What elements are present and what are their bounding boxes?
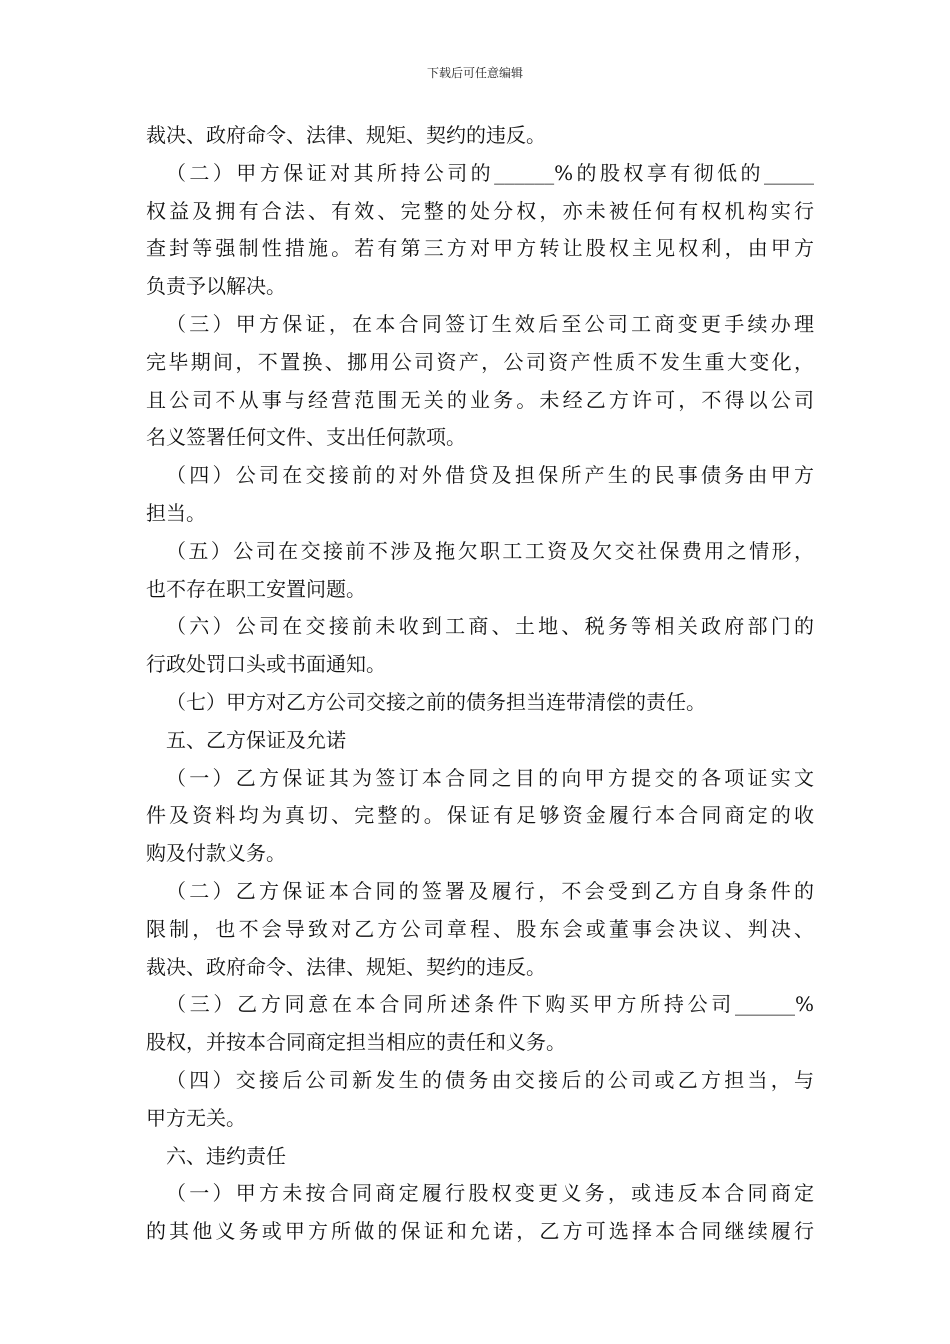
document-body <box>146 117 814 1251</box>
body-text-line: （五）公司在交接前不涉及拖欠职工工资及欠交社保费用之情形， <box>166 538 814 563</box>
body-text-line: 名义签署任何文件、支出任何款项。 <box>146 425 466 450</box>
body-text-line: 完毕期间，不置换、挪用公司资产，公司资产性质不发生重大变化， <box>146 349 814 374</box>
body-text-line: （六）公司在交接前未收到工商、土地、税务等相关政府部门的 <box>166 614 814 639</box>
body-text-line: 裁决、政府命令、法律、规矩、契约的违反。 <box>146 954 546 979</box>
body-text-line: 购及付款义务。 <box>146 841 286 866</box>
body-text-line: （三）乙方同意在本合同所述条件下购买甲方所持公司______% <box>166 992 814 1017</box>
body-text-line: 甲方无关。 <box>146 1105 246 1130</box>
body-text-line: （三）甲方保证，在本合同签订生效后至公司工商变更手续办理 <box>166 311 814 336</box>
body-text-line: 裁决、政府命令、法律、规矩、契约的违反。 <box>146 123 546 147</box>
body-text-line: 件及资料均为真切、完整的。保证有足够资金履行本合同商定的收 <box>146 803 814 828</box>
body-text-line: （一）甲方未按合同商定履行股权变更义务，或违反本合同商定 <box>166 1181 814 1206</box>
body-text-line: 六、违约责任 <box>166 1143 286 1168</box>
body-text-line: 担当。 <box>146 500 206 525</box>
body-text-line: 负责予以解决。 <box>146 274 286 299</box>
body-text-line: 股权，并按本合同商定担当相应的责任和义务。 <box>146 1030 566 1055</box>
body-text-line: （四）公司在交接前的对外借贷及担保所产生的民事债务由甲方 <box>166 463 814 488</box>
body-text-line: （七）甲方对乙方公司交接之前的债务担当连带清偿的责任。 <box>166 689 706 714</box>
body-text-line: 的其他义务或甲方所做的保证和允诺，乙方可选择本合同继续履行 <box>146 1219 814 1244</box>
body-text-line: 且公司不从事与经营范围无关的业务。未经乙方许可，不得以公司 <box>146 387 814 412</box>
body-text-line: 行政处罚口头或书面通知。 <box>146 652 386 677</box>
body-text-line: （一）乙方保证其为签订本合同之目的向甲方提交的各项证实文 <box>166 765 814 790</box>
body-text-line: 五、乙方保证及允诺 <box>166 727 346 752</box>
body-text-line: 查封等强制性措施。若有第三方对甲方转让股权主见权利，由甲方 <box>146 236 814 261</box>
body-text-line: （四）交接后公司新发生的债务由交接后的公司或乙方担当，与 <box>166 1067 814 1092</box>
page-header-note: 下载后可任意编辑 <box>426 66 523 80</box>
body-text-line: 也不存在职工安置问题。 <box>146 576 366 601</box>
body-text-line: （二）乙方保证本合同的签署及履行，不会受到乙方自身条件的 <box>166 878 814 903</box>
body-text-line: 权益及拥有合法、有效、完整的处分权，亦未被任何有权机构实行 <box>146 198 814 223</box>
body-text-line: （二）甲方保证对其所持公司的______%的股权享有彻低的_____ <box>166 160 814 185</box>
body-text-line: 限制，也不会导致对乙方公司章程、股东会或董事会决议、判决、 <box>146 916 814 941</box>
